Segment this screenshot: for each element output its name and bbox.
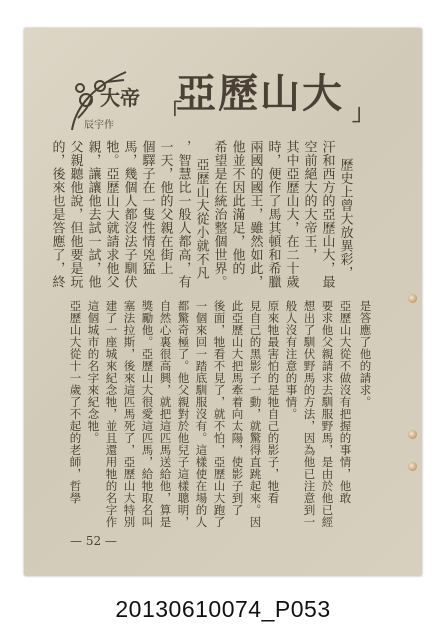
text-column: 父親聽他說，但他要是玩 <box>67 140 83 289</box>
text-column: 親，讓讓他去試一試，他 <box>85 140 101 289</box>
text-column: 希望是在統治整個世界。 <box>211 140 227 289</box>
text-column: ，智慧比一般人都高，有 <box>175 140 191 289</box>
catalog-id-caption: 20130610074_P053 <box>115 596 331 622</box>
text-column: 此亞歷山大把馬牽着向太陽，使影子到了 <box>230 300 245 516</box>
text-column: 馬，幾個人都沒法子馴伏 <box>121 140 137 289</box>
text-column: 要求他父親請求去馴服野馬，是由於他已經 <box>320 300 335 528</box>
text-column: 時，便作了馬其頓和希臘 <box>265 140 281 289</box>
page-number: — 52 — <box>70 534 117 548</box>
text-column: 建了一座城來紀念牠，並且還用牠的名字作 <box>104 300 119 528</box>
text-column: 的，後來也是答應了，終 <box>49 140 65 289</box>
text-column: 都驚奇極了。他父親對於他兒子這樣聰明， <box>176 300 191 528</box>
text-column: 歷史上曾大放異彩， <box>337 158 353 280</box>
binding-hole <box>408 294 417 303</box>
text-column: 牠。亞歷山大就請求他父 <box>103 140 119 289</box>
text-column: 獎勵他。亞歷山大很愛這匹馬，給牠取名叫 <box>140 300 155 528</box>
text-column: 兩國的國王，雖然如此， <box>247 140 263 289</box>
text-column: 想出了馴伏野馬的方法，因為他已注意到一 <box>302 300 317 528</box>
text-column: 見自己的黑影子一動，就驚得直跳起來。因 <box>248 300 263 528</box>
text-column: 個驛子在一隻性情兇猛 <box>139 140 155 275</box>
text-column: 原來牠最害怕的是牠自己的影子，牠看 <box>266 300 281 504</box>
text-column: 一天，他的父親在街上 <box>157 140 173 275</box>
text-column: 般人沒有注意的事情。 <box>284 300 299 420</box>
text-column: 空前絕大的大帝王， <box>301 140 317 262</box>
text-column: 亞歷山大從小就不凡 <box>193 158 209 280</box>
text-column: 後面，牠看不見了，就不怕，亞歷山大跑了 <box>212 300 227 528</box>
title-bracket-right: 」 <box>352 100 375 126</box>
page-title: 亞歷山大 <box>176 71 344 117</box>
text-column: 是答應了他的請求。 <box>358 300 373 408</box>
text-column: 汗和西方的亞歷山大，最 <box>319 140 335 289</box>
text-column: 塞法拉斯，後來這匹馬死了，亞歷山大特別 <box>122 300 137 528</box>
text-column: 這個城市的名字來紀念牠。 <box>86 300 101 444</box>
text-column: 亞歷山大從不做沒有把握的事情，他敢 <box>338 300 353 504</box>
text-column: 亞歷山大從十一歲了不起的老師，哲學 <box>68 300 83 504</box>
text-column: 一個來回一踏底馴服沒有。這樣使在場的人 <box>194 300 209 528</box>
text-column: 他並不因此滿足，他的 <box>229 140 245 275</box>
title-subtitle: 大帝 <box>100 86 140 110</box>
author-byline: 辰宇作 <box>84 120 114 131</box>
text-column: 自然心裏很高興，就把這匹馬送給他，算是 <box>158 300 173 528</box>
binding-hole <box>408 430 417 439</box>
binding-hole <box>408 462 417 471</box>
text-column: 其中亞歷山大，在二十歲 <box>283 140 299 289</box>
title-bracket-left: 「 <box>160 100 183 126</box>
